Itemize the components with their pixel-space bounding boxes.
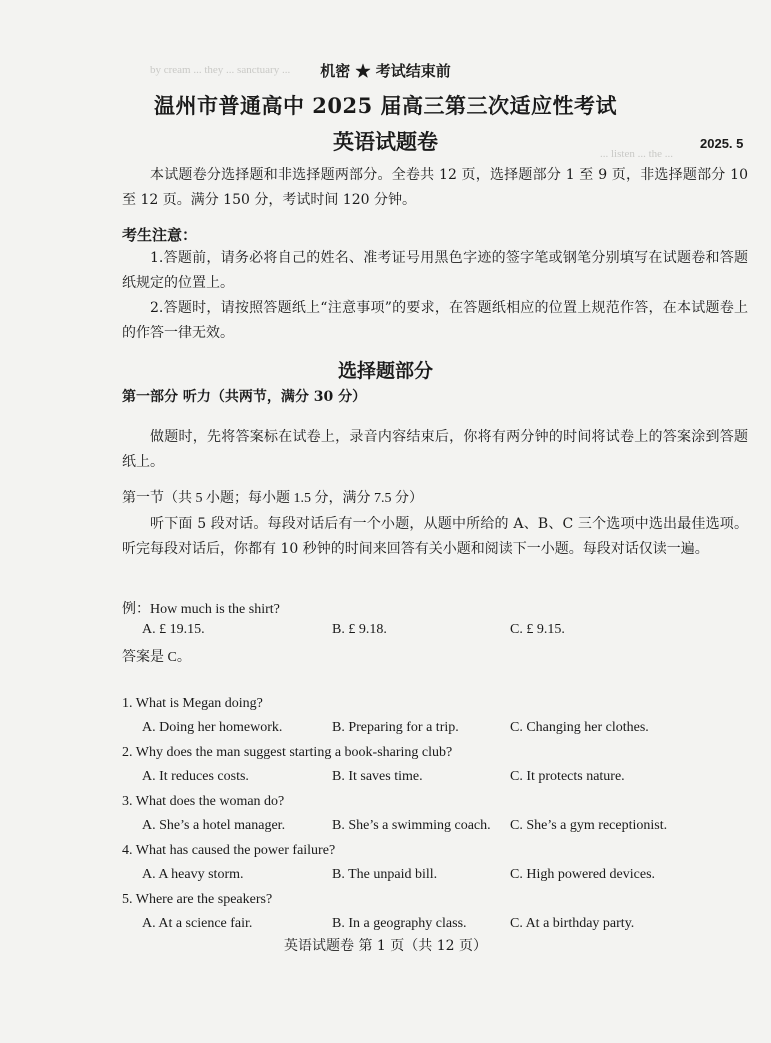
bleed-through-text: ... listen ... the ... [600, 148, 674, 160]
question-4: 4. What has caused the power failure? [122, 843, 336, 858]
example-answer: 答案是 C。 [122, 650, 191, 665]
option-b: B. She’s a swimming coach. [332, 818, 491, 833]
notice-heading: 考生注意： [122, 226, 198, 244]
section1-instruction: 听下面 5 段对话。每段对话后有一个小题，从题中所给的 A、B、C 三个选项中选出最佳选项。听完每段对话后，你都有 10 秒钟的时间来回答有关小题和阅读下一小题。每段对话仅读一遍。 [122, 516, 748, 557]
question-2: 2. Why does the man suggest starting a book-sharing club? [122, 745, 453, 760]
option-b: B. It saves time. [332, 769, 423, 784]
option-a: A. Doing her homework. [142, 720, 283, 735]
option-a: A. At a science fair. [142, 916, 253, 931]
notice-item: 1.答题前，请务必将自己的姓名、准考证号用黑色字迹的签字笔或钢笔分别填写在试题卷和答题纸规定的位置上。 [122, 250, 748, 291]
option-b: B. In a geography class. [332, 916, 467, 931]
intro-paragraph: 本试题卷分选择题和非选择题两部分。全卷共 12 页，选择题部分 1 至 9 页，非选择题部分 10 至 12 页。满分 150 分，考试时间 120 分钟。 [122, 167, 748, 208]
example-question: 例：How much is the shirt? [122, 602, 280, 617]
example-option: B. £ 9.18. [332, 622, 387, 637]
option-c: C. At a birthday party. [510, 916, 635, 931]
notice-item: 2.答题时，请按照答题纸上“注意事项”的要求，在答题纸相应的位置上规范作答，在本试题卷上的作答一律无效。 [122, 300, 748, 341]
part1-heading: 第一部分 听力（共两节，满分 30 分） [122, 389, 367, 405]
option-b: B. The unpaid bill. [332, 867, 438, 882]
bleed-through-text: by cream ... they ... sanctuary ... [150, 64, 291, 76]
part1-instruction: 做题时，先将答案标在试卷上，录音内容结束后，你将有两分钟的时间将试卷上的答案涂到答题纸上。 [122, 429, 748, 470]
page-footer: 英语试题卷 第 1 页（共 12 页） [284, 938, 487, 954]
section-title: 选择题部分 [337, 360, 433, 382]
question-5: 5. Where are the speakers? [122, 892, 273, 907]
exam-title: 温州市普通高中 2025 届高三第三次适应性考试 [153, 93, 618, 118]
question-3: 3. What does the woman do? [122, 794, 285, 809]
option-a: A. It reduces costs. [142, 769, 249, 784]
section1-heading: 第一节（共 5 小题；每小题 1.5 分，满分 7.5 分） [122, 491, 423, 506]
option-c: C. She’s a gym receptionist. [510, 818, 668, 833]
exam-date: 2025. 5 [700, 136, 744, 151]
paper-subtitle: 英语试题卷 [333, 129, 438, 154]
example-option: C. £ 9.15. [510, 622, 565, 637]
confidential-label: 机密 ★ 考试结束前 [320, 62, 451, 80]
option-c: C. It protects nature. [510, 769, 625, 784]
option-c: C. Changing her clothes. [510, 720, 649, 735]
option-a: A. A heavy storm. [142, 867, 244, 882]
example-option: A. £ 19.15. [142, 622, 205, 637]
option-a: A. She’s a hotel manager. [142, 818, 286, 833]
option-c: C. High powered devices. [510, 867, 656, 882]
option-b: B. Preparing for a trip. [332, 720, 459, 735]
question-1: 1. What is Megan doing? [122, 696, 263, 711]
